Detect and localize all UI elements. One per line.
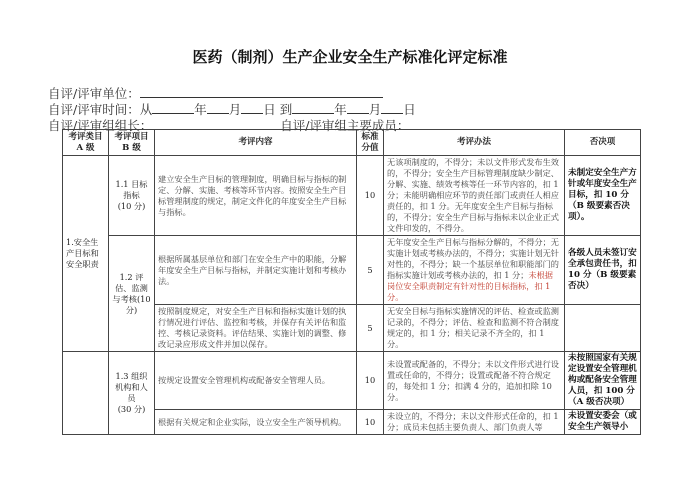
document-title: 医药（制剂）生产企业安全生产标准化评定标准 — [192, 48, 508, 66]
evaluation-table-container — [62, 129, 642, 435]
year-label: 年 — [194, 102, 207, 117]
header-method: 考评办法 — [384, 130, 565, 156]
content-cell: 按规定设置安全管理机构或配备安全管理人员。 — [155, 352, 357, 410]
header-veto: 否决项 — [565, 130, 641, 156]
table-header-row — [63, 130, 641, 156]
start-year-field[interactable] — [152, 101, 194, 114]
unit-field[interactable] — [140, 85, 383, 98]
end-month-field[interactable] — [347, 101, 369, 114]
score-cell: 5 — [357, 305, 384, 352]
header-content: 考评内容 — [155, 130, 357, 156]
score-cell: 10 — [357, 352, 384, 410]
content-cell: 按照制度规定，对安全生产目标和指标实施计划的执行情况进行评估、监控和考核，并保存有关评估和监控、考核记录资料。评估结果、实施计划的调整、修改记录应形成文件并加以保存。 — [155, 305, 357, 352]
method-cell: 未设立的，不得分；未以文件形式任命的，扣 1 分；成员未包括主要负责人、部门负责人等 — [384, 410, 565, 435]
veto-cell — [565, 305, 641, 352]
score-cell: 10 — [357, 410, 384, 435]
category-cell-empty — [63, 352, 109, 435]
veto-cell: 未设置安委会（或安全生产领导小 — [565, 410, 641, 435]
start-month-field[interactable] — [207, 101, 229, 114]
method-highlight: 未根据岗位安全职责制定有针对性的目标指标，扣 1 分。 — [387, 270, 553, 302]
category-cell: 1.安全生产目标和安全职责 — [63, 156, 109, 352]
veto-cell: 未制定安全生产方针或年度安全生产目标，扣 10 分（B 级要素否决项）。 — [565, 156, 641, 236]
start-day-field[interactable] — [241, 101, 263, 114]
leader-label: 自评/评审组组长： — [48, 118, 153, 133]
method-cell: 无年度安全生产目标与指标分解的，不得分；无实施计划或考核办法的，不得分；实施计划无针对性的，不得分；缺一个基层单位和职能部门的指标实施计划或考核办法的，扣 1 分；未根据岗位安全职责制定有针对性的目标指标，扣 1 分。 — [384, 236, 565, 305]
content-cell: 根据所属基层单位和部门在安全生产中的职能，分解年度安全生产目标与指标，并制定实施计划和考核办法。 — [155, 236, 357, 305]
content-cell: 建立安全生产目标的管理制度，明确目标与指标的制定、分解、实施、考核等环节内容。按照安全生产目标管理制度的规定，制定文件化的年度安全生产目标与指标。 — [155, 156, 357, 236]
month-label: 月 — [228, 102, 242, 117]
evaluation-table — [62, 129, 641, 435]
year-label: 年 — [334, 102, 347, 117]
members-label: 自评/评审组主要成员： — [280, 118, 410, 133]
method-cell: 无安全目标与指标实施情况的评估、检查或监测记录的，不得分；评估、检查和监测不符合制度规定的，扣 1 分；相关记录不齐全的，扣 1 分。 — [384, 305, 565, 352]
table-row — [63, 236, 641, 305]
table-row — [63, 156, 641, 236]
day-label: 日 — [403, 102, 416, 117]
to-label: 日 到 — [263, 102, 293, 117]
end-day-field[interactable] — [381, 101, 403, 114]
time-label: 自评/评审时间：从 — [48, 102, 153, 117]
veto-cell: 各级人员未签订安全承包责任书，扣 10 分（B 级要素否决） — [565, 236, 641, 305]
month-label: 月 — [368, 102, 382, 117]
item-cell: 1.2 评估、监测与考核(10 分) — [109, 236, 155, 352]
score-cell: 5 — [357, 236, 384, 305]
end-year-field[interactable] — [292, 101, 334, 114]
table-row — [63, 352, 641, 410]
header-category-a: 考评类目 A 级 — [63, 130, 109, 156]
method-cell: 未设置或配备的，不得分；未以文件形式进行设置或任命的，不得分；设置或配备不符合规定的，每处扣 1 分；扣满 4 分的，追加扣除 10 分。 — [384, 352, 565, 410]
score-cell: 10 — [357, 156, 384, 236]
unit-label: 自评/评审单位： — [48, 86, 140, 101]
method-cell: 无该项制度的，不得分；未以文件形式发布生效的，不得分；安全生产目标管理制度缺少制定、分解、实施、绩效考核等任一环节内容的，扣 1 分；未能明确相应环节的责任部门或责任人相应责任的，扣 1 分。无年度安全生产目标与指标的，不得分；安全生产目标与指标未以企业正式文件印发的，不得分。 — [384, 156, 565, 236]
header-score: 标准 分值 — [357, 130, 384, 156]
item-cell: 1.3 组织机构和人员 (30 分) — [109, 352, 155, 435]
header-item-b: 考评项目 B 级 — [109, 130, 155, 156]
content-cell: 根据有关规定和企业实际，设立安全生产领导机构。 — [155, 410, 357, 435]
veto-cell: 未按照国家有关规定设置安全管理机构或配备安全管理人员，扣 100 分（A 级否决项） — [565, 352, 641, 410]
item-cell: 1.1 目标指标 (10 分) — [109, 156, 155, 236]
